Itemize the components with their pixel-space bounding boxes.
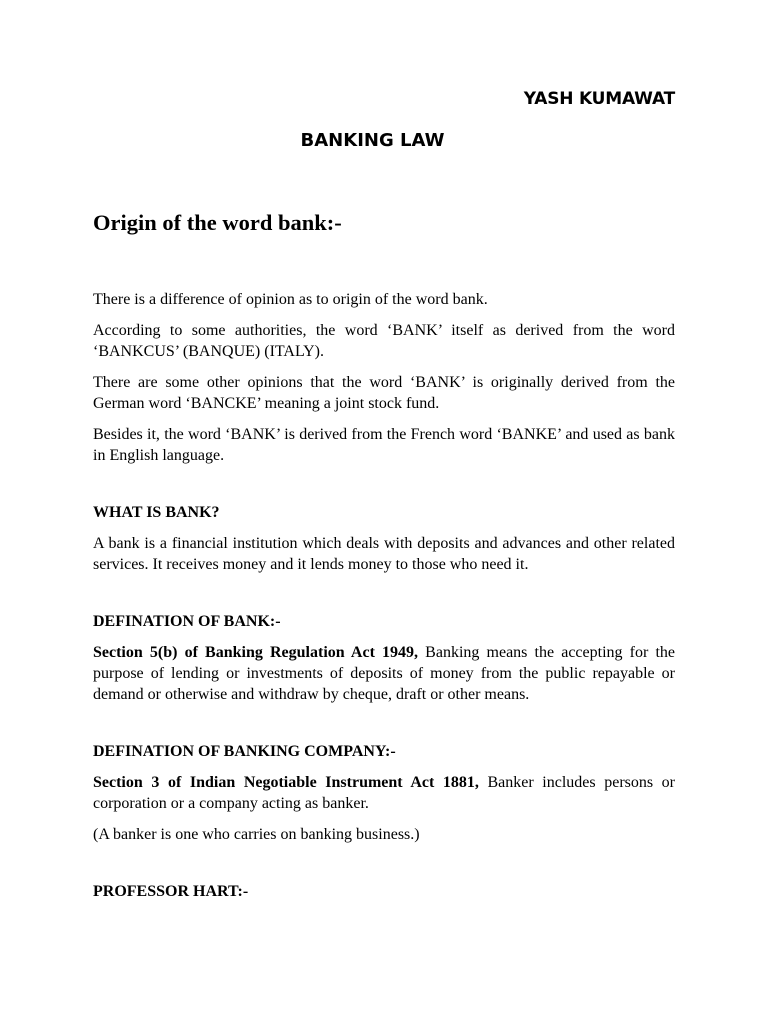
what-is-bank-paragraph: A bank is a financial institution which deals with deposits and advances and other related services. It receives money and it lends money to those who need it. [93,535,675,573]
definition-bank-reference: Section 5(b) of Banking Regulation Act 1949, [93,644,419,661]
definition-banking-company-text: Banker includes persons or corporation or a company acting as banker. [93,774,676,812]
banker-note: (A banker is one who carries on banking business.) [93,826,420,843]
author-name: YASH KUMAWAT [523,89,675,109]
origin-heading: Origin of the word bank:- [93,210,342,235]
definition-bank-text: Banking means the accepting for the purpose of lending or investments of deposits of money from the public repayable or demand or otherwise and withdraw by cheque, draft or other means. [93,644,675,703]
definition-bank-heading: DEFINATION OF BANK:- [93,613,281,630]
origin-paragraph: According to some authorities, the word ‘BANK’ itself as derived from the word ‘BANKCUS’ (BANQUE) (ITALY). [93,322,675,360]
origin-paragraph: Besides it, the word ‘BANK’ is derived from the French word ‘BANKE’ and used as bank in English language. [93,426,675,464]
document-title: BANKING LAW [300,130,445,151]
definition-banking-company-heading: DEFINATION OF BANKING COMPANY:- [93,743,396,760]
origin-paragraph: There is a difference of opinion as to origin of the word bank. [93,291,488,308]
professor-hart-heading: PROFESSOR HART:- [93,883,249,900]
definition-banking-company-reference: Section 3 of Indian Negotiable Instrument Act 1881, [93,774,479,791]
definition-bank-paragraph [93,642,675,705]
definition-banking-company-paragraph [93,772,675,814]
what-is-bank-heading: WHAT IS BANK? [93,504,220,521]
origin-paragraph: There are some other opinions that the word ‘BANK’ is originally derived from the German word ‘BANCKE’ meaning a joint stock fund. [93,374,675,412]
document-body [93,208,675,912]
